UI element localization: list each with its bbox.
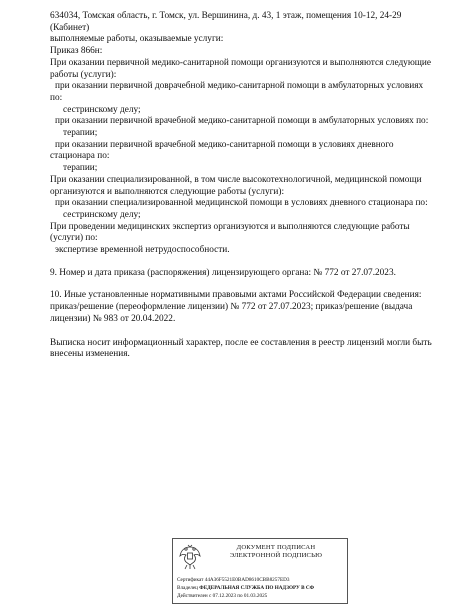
service-line: стационара по: — [50, 151, 110, 162]
owner-value: ФЕДЕРАЛЬНАЯ СЛУЖБА ПО НАДЗОРУ В СФ — [199, 585, 315, 591]
spacer — [50, 326, 452, 338]
stamp-title-line: ЭЛЕКТРОННОЙ ПОДПИСЬЮ — [229, 552, 323, 559]
spec-intro: При оказании специализированной, в том числе высокотехнологичной, медицинской помощи — [50, 174, 422, 185]
validity-line: Действителен с 07.12.2023 по 01.03.2025 — [177, 593, 268, 599]
order-number-item: 9. Номер и дата приказа (распоряжения) лицензирующего органа: № 772 от 27.07.2023. — [50, 267, 396, 278]
certificate-label: Сертификат — [177, 577, 204, 583]
pmsp-intro: работы (услуги): — [50, 69, 117, 80]
spacer — [50, 279, 452, 290]
electronic-signature-stamp — [172, 538, 348, 604]
exam-intro: При проведении медицинских экспертиз организуются и выполняются следующие работы — [50, 221, 410, 232]
service-item: сестринскому делу; — [63, 104, 141, 115]
other-info-item: 10. Иные установленные нормативными правовыми актами Российской Федерации сведения: — [50, 290, 422, 301]
owner-label: Владелец — [177, 585, 198, 591]
certificate-line — [177, 576, 348, 584]
service-line: при оказании первичной врачебной медико-санитарной помощи в амбулаторных условиях по: — [55, 116, 429, 127]
disclaimer-note: Выписка носит информационный характер, после ее составления в реестр лицензий могли быть — [50, 337, 432, 348]
pmsp-intro: При оказании первичной медико-санитарной помощи организуются и выполняются следующие — [50, 57, 432, 68]
other-info-item: приказ/решение (переоформление лицензии) № 772 от 27.07.2023; приказ/решение (выдача — [50, 302, 413, 313]
stamp-title-line: ДОКУМЕНТ ПОДПИСАН — [236, 544, 316, 551]
service-line: при оказании первичной доврачебной медико-санитарной помощи в амбулаторных условиях — [55, 81, 424, 92]
service-line: по: — [50, 92, 63, 103]
spacer — [50, 257, 452, 268]
stamp-details — [177, 576, 348, 600]
service-line: при оказании специализированной медицинской помощи в условиях дневного стационара по: — [55, 198, 428, 209]
service-line: при оказании первичной врачебной медико-санитарной помощи в условиях дневного — [55, 139, 394, 150]
service-item: терапии; — [63, 128, 98, 139]
order-label: Приказ 866н: — [50, 46, 103, 57]
document-body — [50, 11, 452, 361]
works-label: выполняемые работы, оказываемые услуги: — [50, 34, 224, 45]
certificate-value: 44A36F5521E0BAD8610CBB8257ED3 — [204, 577, 290, 583]
address-line: 634034, Томская область, г. Томск, ул. Вершинина, д. 43, 1 этаж, помещения 10-12, 24-29 — [50, 11, 402, 21]
other-info-item: лицензии) № 983 от 20.04.2022. — [50, 313, 176, 324]
exam-intro: (услуги) по: — [50, 233, 98, 244]
disclaimer-note: внесены изменения. — [50, 349, 130, 360]
service-item: экспертизе временной нетрудоспособности. — [55, 245, 230, 256]
spec-intro: организуются и выполняются следующие работы (услуги): — [50, 186, 285, 197]
service-item: сестринскому делу; — [63, 209, 141, 220]
address-line: (Кабинет) — [50, 22, 90, 33]
owner-line — [177, 584, 348, 592]
service-item: терапии; — [63, 163, 98, 174]
stamp-title — [207, 544, 345, 560]
russian-coat-of-arms-icon — [178, 543, 202, 571]
